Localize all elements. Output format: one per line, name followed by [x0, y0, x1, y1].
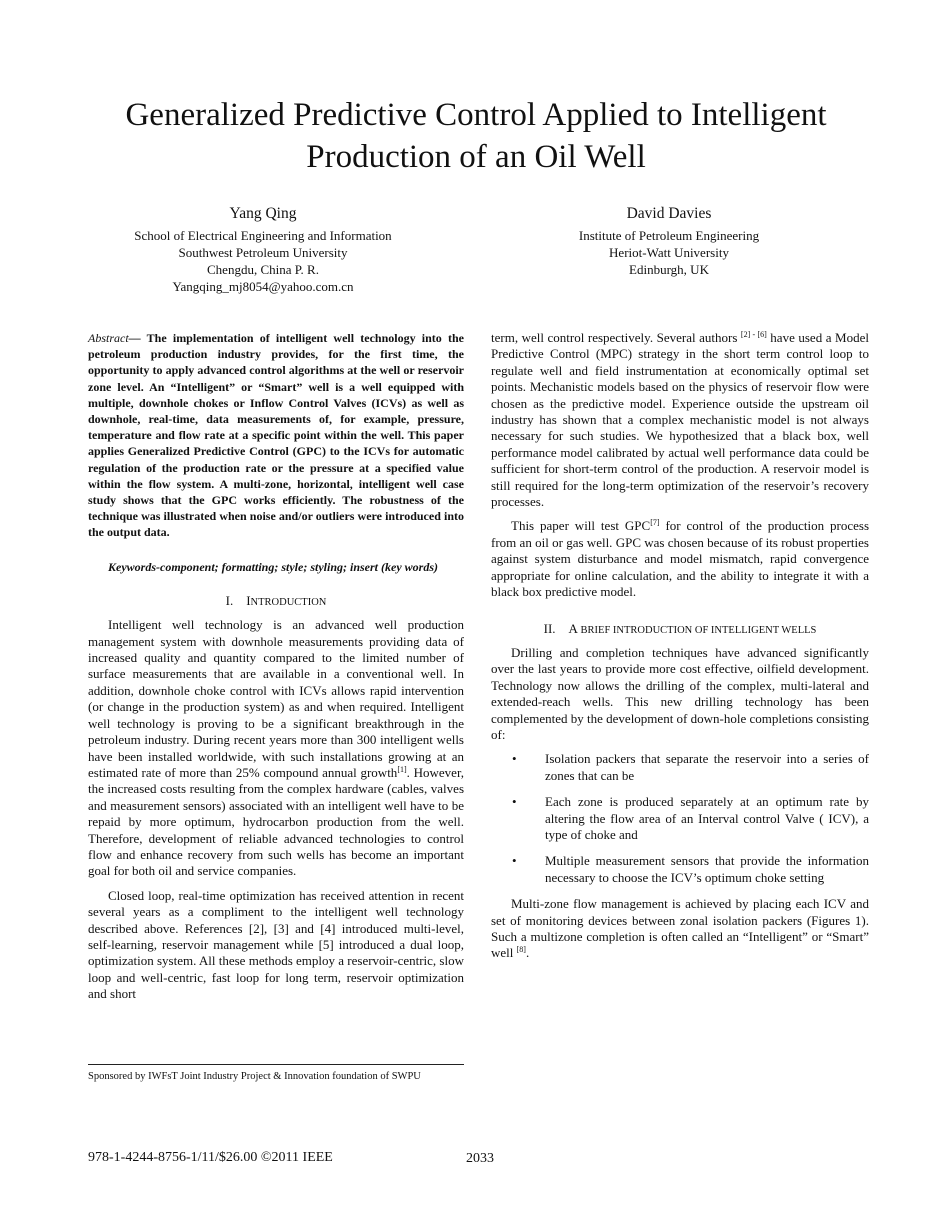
section2-paragraph-2: Multi-zone flow management is achieved by placing each ICV and set of monitoring devices between zonal isolation packers (Figures 1). Such a multizone completion is often called an “Intelligent” or “Smart” well [8]. [491, 896, 869, 961]
right-paragraph-2: This paper will test GPC[7] for control of the production process from an oil or gas well. GPC was chosen because of its robust properties against system disturbance and model mismatch, rapid convergence appropriate for online calculation, and the ability to integrate it with a black box predictive model. [491, 518, 869, 600]
author-block-2 [510, 205, 828, 278]
bullet-icon: • [512, 751, 517, 767]
author-university: Southwest Petroleum University [178, 245, 348, 260]
copyright-line: 978-1-4244-8756-1/11/$26.00 ©2011 IEEE [88, 1150, 333, 1165]
citation-ref: [8] [516, 945, 526, 955]
right-paragraph-1: term, well control respectively. Several authors [2] - [6] have used a Model Predictive Control (MPC) strategy in the short term control loop to regulate well and field instrumentation at economically optimal set points. Mechanistic models based on the physics of reservoir flow were chosen as the predictive model. Experience outside the upstream oil industry has shown that a complex mechanistic model is not always necessary for such studies. We hypothesized that a black box, well performance model calibrated by actual well performance data could be sufficient for short-term control of the production. A reservoir model is still required for the long-term optimization of the reservoir’s recovery processes. [491, 330, 869, 510]
section-heading-introduction: I. INTRODUCTION [225, 592, 327, 608]
author-name: Yang Qing [229, 205, 297, 222]
list-item: • Isolation packers that separate the reservoir into a series of zones that can be [512, 751, 869, 783]
author-location: Edinburgh, UK [629, 262, 709, 277]
citation-ref: [2] - [6] [740, 330, 767, 339]
footnote: Sponsored by IWFsT Joint Industry Project & Innovation foundation of SWPU [88, 1071, 421, 1082]
page-number: 2033 [466, 1151, 494, 1166]
abstract-text: The implementation of intelligent well technology into the petroleum production industry provides, for the first time, the opportunity to apply advanced control algorithms at the well or reservoir zone level. An “Intelligent” or “Smart” well is a well equipped with multiple, downhole chokes or Inflow Control Valves (ICVs) as well as downhole, real-time, data measurements of, for example, pressure, temperature and flow rate at a specific point within the well. This paper applies Generalized Predictive Control (GPC) to the ICVs for automatic regulation of the production rate or the pressure at a specified value within the flow system. A multi-zone, horizontal, intelligent well case study shows that the GPC works efficiently. The robustness of the technique was illustrated when noise and/or outliers were introduced into the output data. [88, 331, 464, 540]
list-item: • Multiple measurement sensors that provide the information necessary to choose the ICV’s optimum choke setting [512, 853, 869, 885]
abstract-lead: Abstract [88, 331, 129, 345]
author-affiliation: School of Electrical Engineering and Information [134, 228, 392, 243]
citation-ref: [7] [650, 518, 660, 528]
author-location: Chengdu, China P. R. [207, 262, 319, 277]
footnote-divider [88, 1064, 464, 1065]
bullet-icon: • [512, 853, 517, 869]
citation-ref: [1] [397, 764, 407, 774]
author-university: Heriot-Watt University [609, 245, 729, 260]
intro-paragraph-1: Intelligent well technology is an advanced well production management system with downhole measurements providing data of increased quality and quantity compared to the limited number of surface measurements that are available in a conventional well. In addition, downhole choke control with ICVs allows rapid intervention (or change in the production system) as and when required. Intelligent well technology is proving to be a significant breakthrough in the petroleum industry. During recent years more than 300 intelligent wells have been installed worldwide, with such installations growing at an estimated rate of more than 25% compound annual growth[1]. However, the increased costs resulting from the complex hardware (cables, valves and measurement sensors) associated with an intelligent well have to be repaid by more optimum, hydrocarbon production from the well. Therefore, development of reliable advanced technologies to control flow and enhance recovery from such wells has become an important goal for both oil and service companies. [88, 617, 465, 879]
section-heading-intelligent-wells: II. A BRIEF INTRODUCTION OF INTELLIGENT WELLS [543, 620, 817, 636]
author-email[interactable]: Yangqing_mj8054@yahoo.com.cn [172, 279, 354, 294]
bullet-list [491, 751, 869, 886]
list-item: • Each zone is produced separately at an optimum rate by altering the flow area of an Interval control Valve ( ICV), a type of choke and [512, 794, 869, 842]
paper-title: Generalized Predictive Control Applied to Intelligent Production of an Oil Well [125, 97, 827, 176]
right-column [491, 330, 869, 962]
left-column [88, 330, 464, 1003]
bullet-icon: • [512, 794, 517, 810]
author-name: David Davies [626, 205, 712, 222]
keywords: Keywords-component; formatting; style; styling; insert (key words) [108, 559, 438, 574]
author-affiliation: Institute of Petroleum Engineering [578, 228, 760, 243]
section2-paragraph-1: Drilling and completion techniques have advanced significantly over the last years to provide more cost effective, oilfield development. Technology now allows the drilling of the complex, multi-lateral and extended-reach wells. This new drilling technology has been complemented by the development of down-hole completions consisting of: [491, 644, 870, 742]
abstract-dash: — [128, 331, 147, 345]
intro-paragraph-2: Closed loop, real-time optimization has received attention in recent several years as a compliment to the intelligent well technology described above. References [2], [3] and [4] introduced multi-level, self-learning, reservoir management while [5] introduced a dual loop, optimization system. All these methods employ a reservoir-centric, slow loop and well-centric, fast loop for long term, reservoir optimization and short [88, 887, 464, 1002]
author-block-1 [88, 205, 438, 295]
abstract [88, 330, 464, 541]
